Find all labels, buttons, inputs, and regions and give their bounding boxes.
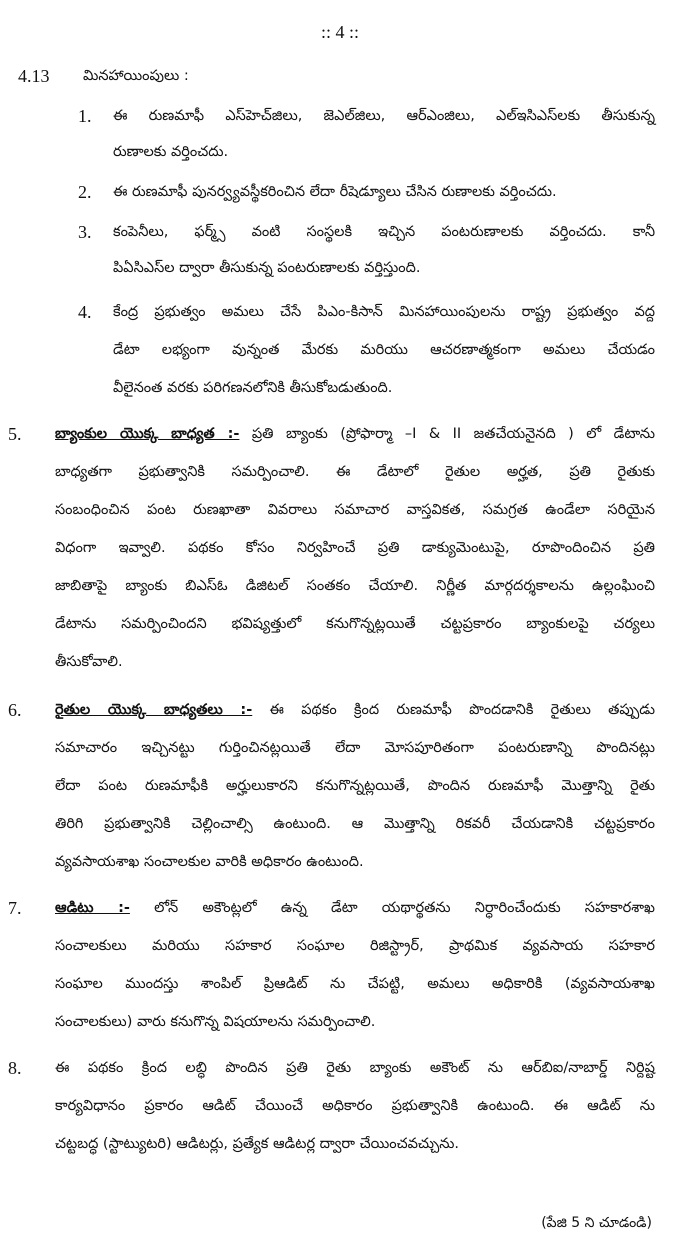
paragraph-line: విధంగా ఇవ్వాలి. పథకం కోసం నిర్వహించే ప్రతి డాక్యుమెంటుపై, రూపొందించిన ప్రతి: [55, 540, 655, 556]
section-number: 5.: [8, 424, 22, 444]
section-heading: ఆడిటు :-: [55, 900, 130, 916]
list-item-line: కంపెనీలు, ఫర్మ్స్ వంటి సంస్థలకి ఇచ్చిన పంటరుణాలకు వర్తించదు. కానీ: [113, 224, 655, 240]
list-item-number: 2.: [78, 182, 92, 202]
paragraph-line: సంఘాల ముందస్తు శాంపిల్ ప్రిఆడిట్ ను చేపట్టి, అమలు అధికారికి (వ్యవసాయశాఖ: [55, 976, 655, 992]
paragraph-line: డేటాను సమర్పించిందని భవిష్యత్తులో కనుగొన్నట్లయితే చట్టప్రకారం బ్యాంకులపై చర్యలు: [55, 616, 655, 632]
paragraph-line: సంచాలకులు మరియు సహకార సంఘాల రిజిస్ట్రార్, ప్రాథమిక వ్యవసాయ సహకార: [55, 938, 655, 954]
list-item-line: కేంద్ర ప్రభుత్వం అమలు చేసే పిఎం-కిసాన్ మినహాయింపులను రాష్ట్ర ప్రభుత్వం వద్ద: [113, 304, 655, 320]
list-item-number: 4.: [78, 302, 92, 322]
paragraph-text: ప్రతి బ్యాంకు (ప్రోఫార్మా –I & II జతచేయనైనది ) లో డేటాను: [251, 426, 655, 442]
section-heading: బ్యాంకుల యొక్క బాధ్యత :-: [55, 426, 240, 442]
paragraph-line: చట్టబద్ధ (స్టాట్యుటరి) ఆడిటర్లు, ప్రత్యేక ఆడిటర్ల ద్వారా చేయించవచ్చును.: [55, 1136, 460, 1152]
list-item-line: రుణాలకు వర్తించదు.: [113, 144, 229, 160]
list-item-number: 1.: [78, 106, 92, 126]
section-title: మినహాయింపులు :: [83, 68, 189, 84]
list-item-line: వీలైనంత వరకు పరిగణనలోనికి తీసుకోబడుతుంది.: [113, 380, 393, 396]
section-number: 7.: [8, 898, 22, 918]
paragraph-line: సమాచారం ఇచ్చినట్టు గుర్తించినట్లయితే లేదా మోసపూరితంగా పంటరుణాన్ని పొందినట్లు: [55, 740, 655, 756]
list-item-number: 3.: [78, 222, 92, 242]
paragraph-line: [55, 700, 655, 720]
paragraph-line: లేదా పంట రుణమాఫీకి అర్హులుకారని కనుగొన్నట్లయితే, పొందిన రుణమాఫీ మొత్తాన్ని రైతు: [55, 778, 655, 794]
section-number: 4.13: [18, 66, 50, 86]
paragraph-line: సంబంధించిన పంట రుణఖాతా వివరాలు సమాచార వాస్తవికత, సమగ్రత ఉండేలా సరియైన: [55, 502, 655, 518]
page-footer-note: (పేజి 5 ని చూడండి): [541, 1215, 652, 1231]
paragraph-line: వ్యవసాయశాఖ సంచాలకుల వారికి అధికారం ఉంటుంది.: [55, 854, 364, 870]
list-item-line: ఈ రుణమాఫీ పునర్వ్యవస్థీకరించిన లేదా రీషెడ్యూలు చేసిన రుణాలకు వర్తించదు.: [113, 184, 557, 200]
paragraph-line: [55, 424, 655, 444]
paragraph-line: కార్యవిధానం ప్రకారం ఆడిట్ చేయించే అధికారం ప్రభుత్వానికి ఉంటుంది. ఈ ఆడిట్ ను: [55, 1098, 655, 1114]
paragraph-line: తిరిగి ప్రభుత్వానికి చెల్లించాల్సి ఉంటుంది. ఆ మొత్తాన్ని రికవరీ చేయడానికి చట్టప్రకారం: [55, 816, 655, 832]
list-item-line: డేటా లభ్యంగా వున్నంత మేరకు మరియు ఆచరణాత్మకంగా అమలు చేయడం: [113, 342, 655, 358]
page-header: :: 4 ::: [320, 22, 359, 42]
paragraph-line: సంచాలకులు) వారు కనుగొన్న విషయాలను సమర్పించాలి.: [55, 1014, 376, 1030]
paragraph-text: ఈ పథకం క్రింద రుణమాఫీ పొందడానికి రైతులు తప్పుడు: [269, 702, 656, 718]
section-heading: రైతుల యొక్క బాధ్యతలు :-: [55, 702, 253, 718]
paragraph-line: [55, 898, 655, 918]
paragraph-text: లోన్ అకౌంట్లలో ఉన్న డేటా యథార్థతను నిర్ధారించేందుకు సహకారశాఖ: [154, 900, 655, 916]
list-item-line: ఈ రుణమాఫీ ఎస్‌హెచ్‌జిలు, జెఎల్‌జిలు, ఆర్ఎంజిలు, ఎల్ఇసిఎస్‌లకు తీసుకున్న: [113, 108, 655, 124]
section-number: 8.: [8, 1058, 22, 1078]
section-number: 6.: [8, 700, 22, 720]
list-item-line: పిఏసిఎస్‌ల ద్వారా తీసుకున్న పంటరుణాలకు వర్తిస్తుంది.: [113, 260, 421, 276]
paragraph-line: తీసుకోవాలి.: [55, 654, 123, 670]
paragraph-line: ఈ పథకం క్రింద లబ్ధి పొందిన ప్రతి రైతు బ్యాంకు అకౌంట్ ను ఆర్‌బిఐ/నాబార్డ్ నిర్దిష్ట: [55, 1060, 655, 1076]
paragraph-line: బాధ్యతగా ప్రభుత్వానికి సమర్పించాలి. ఈ డేటాలో రైతుల అర్హత, ప్రతి రైతుకు: [55, 464, 655, 480]
paragraph-line: జాబితాపై బ్యాంకు బిఎస్ఓ డిజిటల్ సంతకం చేయాలి. నిర్ణీత మార్గదర్శకాలను ఉల్లంఘించి: [55, 578, 655, 594]
